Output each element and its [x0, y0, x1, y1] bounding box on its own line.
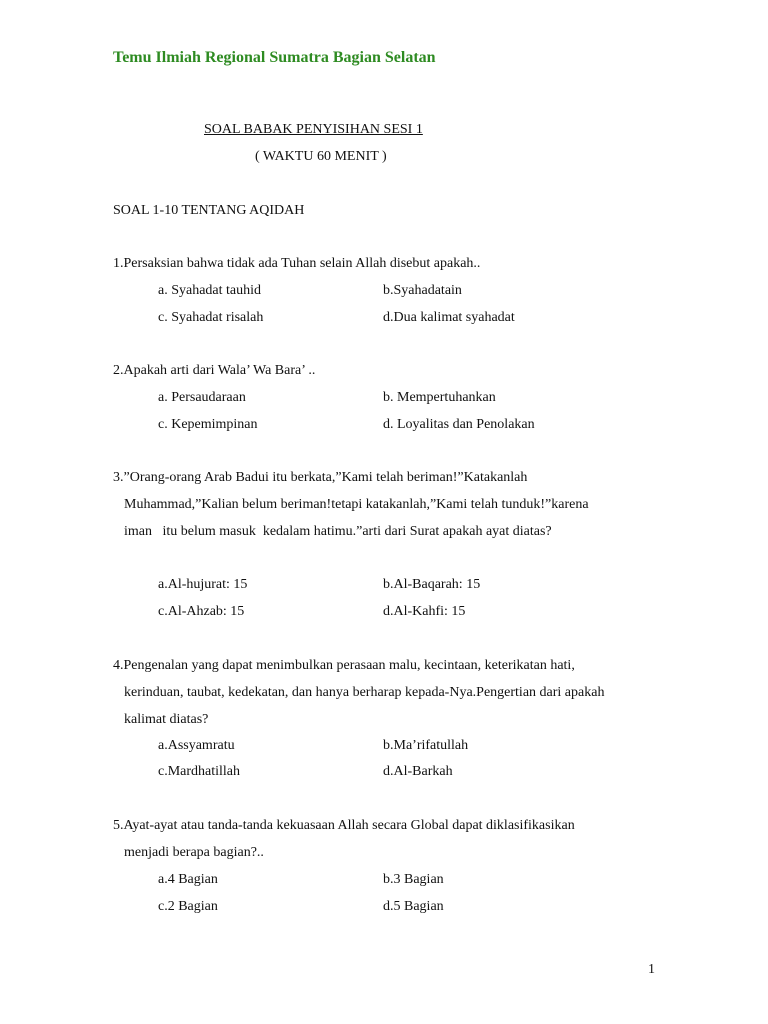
question-3-option-b: b.Al-Baqarah: 15 [383, 577, 481, 592]
question-3-text-line-1: 3.”Orang-orang Arab Badui itu berkata,”Kami telah beriman!”Katakanlah [113, 470, 528, 485]
question-3-option-d: d.Al-Kahfi: 15 [383, 604, 466, 619]
question-4-option-d: d.Al-Barkah [383, 764, 453, 779]
question-1-text: 1.Persaksian bahwa tidak ada Tuhan selain Allah disebut apakah.. [113, 256, 481, 271]
question-4-option-a: a.Assyamratu [158, 738, 235, 753]
question-3-text-line-3: iman itu belum masuk kedalam hatimu.”arti dari Surat apakah ayat diatas? [124, 524, 552, 539]
question-2-option-d: d. Loyalitas dan Penolakan [383, 417, 535, 432]
question-5-option-b: b.3 Bagian [383, 872, 444, 887]
exam-title: SOAL BABAK PENYISIHAN SESI 1 [204, 122, 423, 137]
question-2-option-a: a. Persaudaraan [158, 390, 246, 405]
question-5-option-a: a.4 Bagian [158, 872, 218, 887]
page-number: 1 [648, 962, 655, 977]
question-4-option-c: c.Mardhatillah [158, 764, 241, 779]
question-1-option-d: d.Dua kalimat syahadat [383, 310, 515, 325]
question-2-option-c: c. Kepemimpinan [158, 417, 258, 432]
section-heading: SOAL 1-10 TENTANG AQIDAH [113, 203, 305, 218]
question-5-option-c: c.2 Bagian [158, 899, 218, 914]
question-5-text-line-1: 5.Ayat-ayat atau tanda-tanda kekuasaan Allah secara Global dapat diklasifikasikan [113, 818, 575, 833]
question-1-option-b: b.Syahadatain [383, 283, 462, 298]
question-1-option-c: c. Syahadat risalah [158, 310, 264, 325]
question-4-text-line-1: 4.Pengenalan yang dapat menimbulkan perasaan malu, kecintaan, keterikatan hati, [113, 658, 575, 673]
document-header: Temu Ilmiah Regional Sumatra Bagian Selatan [113, 49, 436, 66]
question-4-option-b: b.Ma’rifatullah [383, 738, 469, 753]
question-5-text-line-2: menjadi berapa bagian?.. [124, 845, 264, 860]
question-2-option-b: b. Mempertuhankan [383, 390, 496, 405]
question-3-text-line-2: Muhammad,”Kalian belum beriman!tetapi katakanlah,”Kami telah tunduk!”karena [124, 497, 589, 512]
question-3-option-c: c.Al-Ahzab: 15 [158, 604, 245, 619]
question-4-text-line-2: kerinduan, taubat, kedekatan, dan hanya berharap kepada-Nya.Pengertian dari apakah [124, 685, 605, 700]
question-5-option-d: d.5 Bagian [383, 899, 444, 914]
question-4-text-line-3: kalimat diatas? [124, 712, 209, 727]
exam-duration: ( WAKTU 60 MENIT ) [255, 149, 387, 164]
question-3-option-a: a.Al-hujurat: 15 [158, 577, 248, 592]
question-2-text: 2.Apakah arti dari Wala’ Wa Bara’ .. [113, 363, 316, 378]
question-1-option-a: a. Syahadat tauhid [158, 283, 262, 298]
